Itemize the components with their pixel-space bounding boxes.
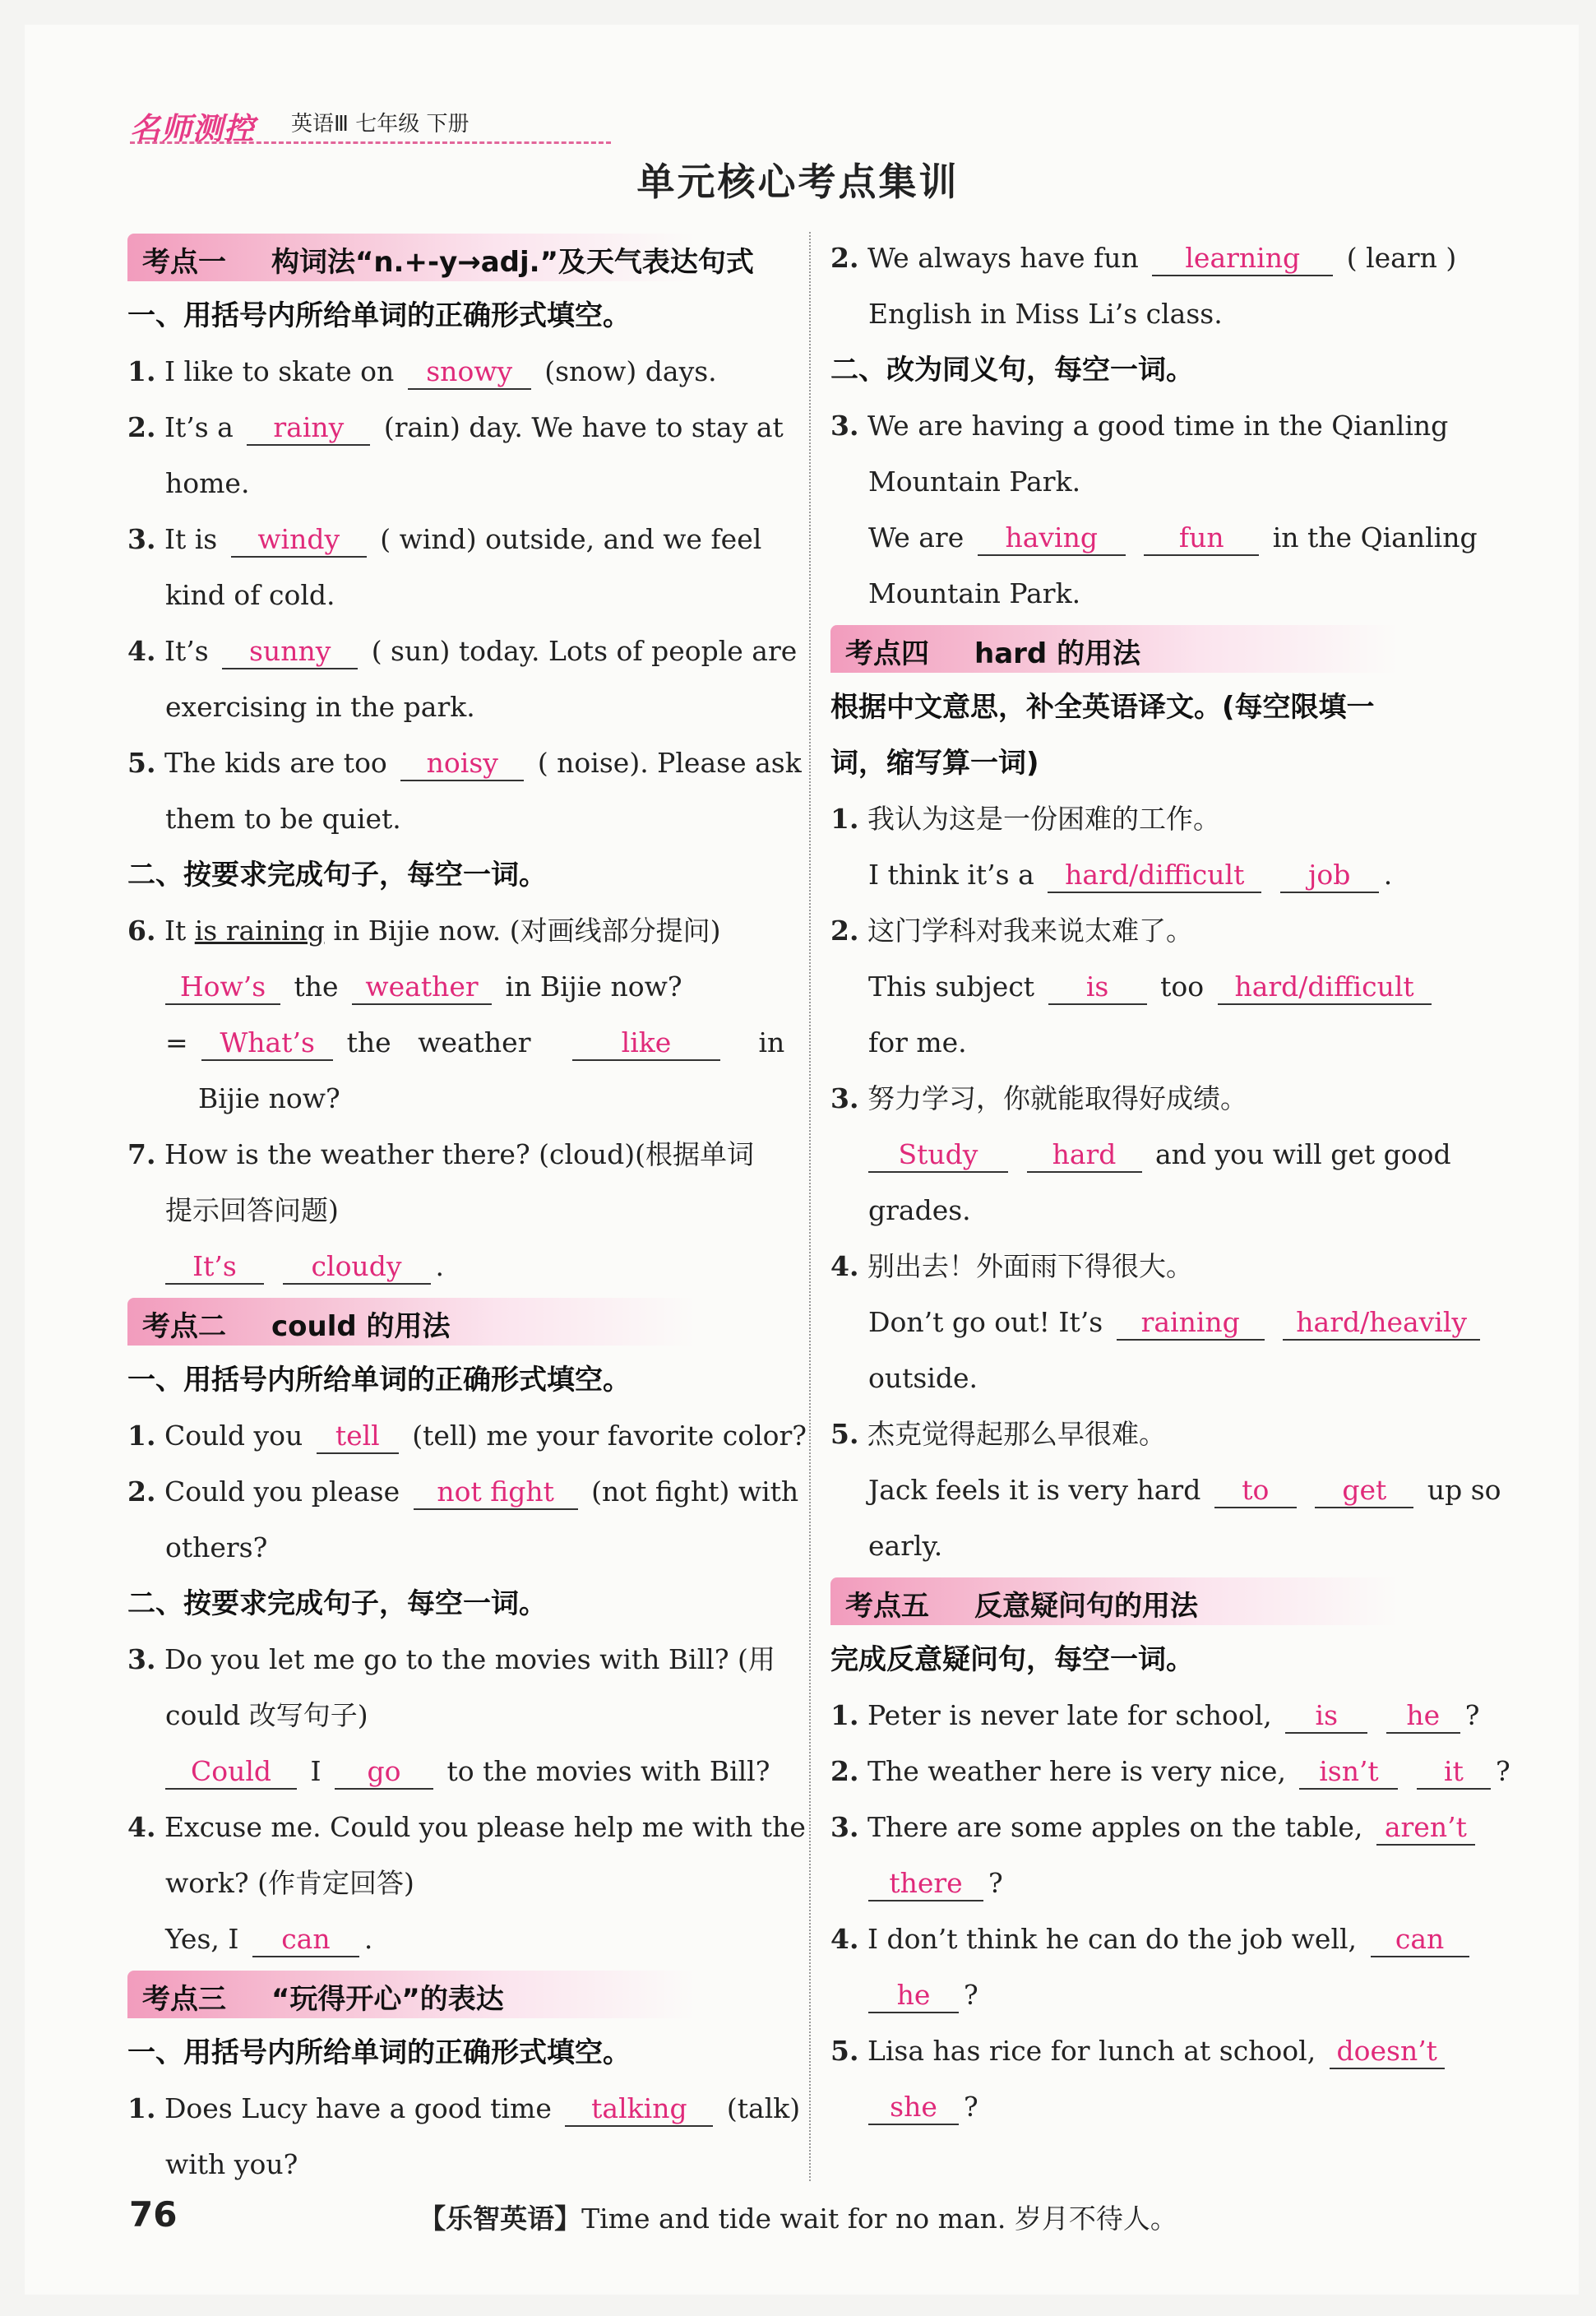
instruction: 根据中文意思，补全英语译文。(每空限填一 [830,691,1375,724]
q-text: It is [164,523,218,555]
question-k4-4 [830,1239,1488,1295]
answer-blank[interactable]: doesn’t [1330,2035,1445,2069]
footer-brand: 【乐智英语】 [419,2203,582,2235]
answer-line [127,1015,789,1071]
q-text-cn: 别出去！外面雨下得很大。 [867,1250,1193,1282]
q-num: 1. [127,2092,156,2124]
q-text: Don’t go out! It’s [868,1306,1103,1338]
answer-blank[interactable]: raining [1117,1306,1265,1341]
q-num: 5. [830,2035,859,2067]
q-num: 4. [830,1250,859,1282]
q-text-cont: early. [868,1530,943,1562]
q-text: ( wind) outside, and we feel [380,523,762,555]
equals-sign: = [165,1026,188,1058]
q-text: (not fight) with [591,1475,799,1508]
q-text: (snow) days. [544,355,717,387]
answer-blank[interactable]: How’s [165,970,280,1005]
q-num: 4. [127,635,156,667]
answer-blank[interactable]: talking [565,2092,713,2127]
q-text: Does Lucy have a good time [164,2092,552,2124]
answer-blank[interactable]: having [978,521,1126,556]
answer-blank[interactable]: windy [231,523,367,558]
answer-blank[interactable]: cloudy [283,1250,431,1285]
q-num: 1. [830,1699,859,1731]
q-text: ( noise). Please ask [537,747,802,779]
answer-blank[interactable]: What’s [201,1026,333,1061]
question-k5-3 [830,1800,1488,1855]
q-text: . [363,1923,373,1955]
answer-line [127,959,789,1015]
q-text-cont: outside. [868,1362,978,1394]
left-column [127,230,807,2193]
question-k3-3 [830,398,1488,454]
q-num: 1. [830,803,859,835]
answer-blank[interactable]: not fight [414,1475,578,1510]
instruction: 二、改为同义句，每空一词。 [830,354,1194,387]
q-num: 3. [830,410,859,442]
q-text: Peter is never late for school, [867,1699,1272,1731]
q-text: to the movies with Bill? [446,1755,770,1787]
section-label: 考点一 [142,246,226,279]
q-text: The weather here is very nice, [867,1755,1286,1787]
q-num: 2. [830,915,859,947]
answer-blank[interactable]: snowy [408,355,531,390]
section-label: 考点三 [142,1983,226,2016]
answer-blank[interactable]: is [1285,1699,1367,1734]
q-text: Could you [164,1420,303,1452]
q-text: It [164,915,187,947]
answer-blank[interactable]: noisy [400,747,524,781]
q-text: ( sun) today. Lots of people are [371,635,798,667]
page-number: 76 [129,2194,178,2235]
answer-blank[interactable]: like [572,1026,720,1061]
question-k1-7 [127,1127,789,1183]
question-k2-1 [127,1408,807,1464]
q-num: 1. [127,1420,156,1452]
q-text-cont: with you? [165,2148,298,2180]
q-text-cn: 杰克觉得起那么早很难。 [867,1418,1166,1450]
q-text: in Bijie now? [505,970,682,1003]
q-text-cont: English in Miss Li’s class. [868,298,1223,330]
answer-blank[interactable]: sunny [222,635,358,669]
answer-blank[interactable]: he [1386,1699,1460,1734]
q-num: 2. [127,1475,156,1508]
q-text: weather [418,1026,531,1058]
instruction: 一、用括号内所给单词的正确形式填空。 [127,299,631,332]
answer-blank[interactable]: he [868,1979,959,2013]
answer-blank[interactable]: there [868,1867,983,1901]
q-text: We always have fun [867,242,1139,274]
answer-blank[interactable]: fun [1144,521,1259,556]
answer-blank[interactable]: go [335,1755,433,1790]
q-text-cn: 努力学习，你就能取得好成绩。 [867,1082,1247,1114]
q-text: There are some apples on the table, [867,1811,1363,1843]
answer-line [830,1967,1488,2023]
question-k5-2 [830,1744,1510,1800]
q-num: 2. [830,1755,859,1787]
answer-blank[interactable]: to [1214,1474,1297,1508]
q-num: 2. [127,411,156,443]
answer-line [127,1911,789,1967]
section-header-k3 [127,1971,789,2018]
section-title: could 的用法 [271,1310,451,1343]
q-text: ? [964,2091,978,2123]
answer-line [830,1295,1488,1350]
q-text: I don’t think he can do the job well, [867,1923,1358,1955]
running-header [130,100,611,144]
q-text: It’s a [164,411,234,443]
answer-blank[interactable]: Study [868,1138,1008,1173]
q-num: 5. [127,747,156,779]
q-num: 6. [127,915,156,947]
answer-blank[interactable]: Could [165,1755,297,1790]
q-text: ? [1495,1755,1510,1787]
q-text: Yes, I [165,1923,239,1955]
section-header-k5 [830,1577,1488,1625]
q-text: I think it’s a [868,859,1034,891]
column-divider [809,232,811,2181]
series-logo: 名师测控 [130,111,255,146]
question-k4-1 [830,791,1488,847]
answer-blank[interactable]: hard/difficult [1218,970,1432,1005]
q-text-cont: exercising in the park. [165,691,475,723]
answer-blank[interactable]: weather [352,970,492,1005]
answer-line [127,1239,789,1295]
q-text: the [346,1026,391,1058]
q-text: I like to skate on [164,355,395,387]
q-text-cont: others? [165,1531,268,1563]
q-text: Do you let me go to the movies with Bill? (用 [164,1643,775,1675]
q-text: in [758,1026,785,1058]
answer-blank[interactable]: get [1315,1474,1413,1508]
answer-line [830,510,1488,566]
q-text: and you will get good [1155,1138,1451,1170]
q-text-cont: for me. [868,1026,967,1058]
q-text: The kids are too [164,747,387,779]
answer-blank[interactable]: isn’t [1299,1755,1398,1790]
section-header-k1 [127,234,789,281]
q-text: This subject [868,970,1035,1003]
question-k4-2 [830,903,1488,959]
answer-blank[interactable]: aren’t [1376,1811,1475,1846]
q-text: . [435,1250,444,1282]
instruction: 二、按要求完成句子，每空一词。 [127,859,547,892]
q-text: Lisa has rice for lunch at school, [867,2035,1316,2067]
q-num: 3. [830,1811,859,1843]
q-text: ? [964,1979,978,2011]
q-text-cn: 这门学科对我来说太难了。 [867,915,1193,947]
answer-blank[interactable]: she [868,2091,959,2125]
question-k1-2 [127,400,789,456]
q-text-cont: 提示回答问题) [165,1194,339,1226]
q-num: 2. [830,242,859,274]
answer-blank[interactable]: rainy [247,411,370,446]
q-text: (tell) me your favorite color? [412,1420,807,1452]
q-text-cont: them to be quiet. [165,803,401,835]
answer-blank[interactable]: hard/heavily [1283,1306,1480,1341]
q-text: I [310,1755,322,1787]
answer-blank[interactable]: hard [1027,1138,1142,1173]
q-text: too [1160,970,1205,1003]
q-text-cont: Bijie now? [198,1082,340,1114]
answer-blank[interactable]: job [1280,859,1379,893]
book-subtitle: 英语Ⅲ 七年级 下册 [291,112,470,137]
q-text: the [294,970,339,1003]
right-column [830,230,1510,2135]
q-text: (rain) day. We have to stay at [383,411,784,443]
question-k1-1 [127,344,789,400]
question-k3-2 [830,230,1488,286]
q-text: It’s [164,635,209,667]
q-text-cont: work? (作肯定回答) [165,1867,414,1899]
q-text: in Bijie now. (对画线部分提问) [333,915,721,947]
question-k3-1 [127,2081,801,2137]
q-text: We are having a good time in the Qianling [867,410,1449,442]
section-title: 构词法“n.+-y→adj.”及天气表达句式 [271,246,754,279]
q-text-cont: home. [165,467,250,499]
q-num: 7. [127,1138,156,1170]
instruction: 一、用括号内所给单词的正确形式填空。 [127,2036,631,2069]
answer-blank[interactable]: can [1371,1923,1469,1957]
answer-line [830,847,1488,903]
q-text: in the Qianling [1272,521,1478,554]
q-text: (talk) [726,2092,801,2124]
q-num: 4. [830,1923,859,1955]
question-k5-1 [830,1688,1488,1744]
q-text: . [1383,859,1393,891]
page-title: 单元核心考点集训 [636,160,960,204]
q-text: ? [1464,1699,1480,1731]
footer-text: Time and tide wait for no man. 岁月不待人。 [581,2203,1177,2235]
q-text-cont: Mountain Park. [868,466,1081,498]
answer-blank[interactable]: learning [1152,242,1333,276]
question-k4-5 [830,1406,1488,1462]
q-text: ? [988,1867,1003,1899]
q-num: 1. [127,355,156,387]
q-text-cont: kind of cold. [165,579,335,611]
q-text: ( learn ) [1346,242,1457,274]
q-text-cont: could 改写句子) [165,1699,368,1731]
instruction: 一、用括号内所给单词的正确形式填空。 [127,1364,631,1397]
answer-blank[interactable]: tell [317,1420,399,1454]
q-text: Excuse me. Could you please help me with the [164,1811,806,1843]
section-title: 反意疑问句的用法 [974,1590,1198,1623]
answer-line [830,1855,1488,1911]
section-label: 考点二 [142,1310,226,1343]
answer-blank[interactable]: can [252,1923,359,1957]
q-num: 5. [830,1418,859,1450]
q-num: 3. [127,1643,156,1675]
footer-quote [0,2198,1596,2236]
q-text-cont: grades. [868,1194,971,1226]
answer-line [830,1127,1488,1183]
q-text: Jack feels it is very hard [868,1474,1201,1506]
question-k2-4 [127,1800,806,1855]
question-k5-4 [830,1911,1488,1967]
section-title: “玩得开心”的表达 [271,1983,504,2016]
question-k1-4 [127,623,798,679]
instruction: 完成反意疑问句，每空一词。 [830,1643,1194,1676]
question-k1-6 [127,903,789,959]
q-text: up so [1427,1474,1501,1506]
question-k5-5 [830,2023,1488,2079]
answer-blank[interactable]: It’s [165,1250,264,1285]
answer-line [830,959,1488,1015]
answer-line [830,1462,1501,1518]
section-label: 考点五 [845,1590,929,1623]
section-title: hard 的用法 [974,637,1141,670]
q-num: 4. [127,1811,156,1843]
answer-line [127,1744,789,1800]
section-header-k4 [830,625,1488,673]
q-text: Could you please [164,1475,400,1508]
q-text: We are [868,521,965,554]
answer-line [830,2079,1488,2135]
instruction: 二、按要求完成句子，每空一词。 [127,1587,547,1620]
question-k2-3 [127,1632,789,1688]
q-text-cn: 我认为这是一份困难的工作。 [867,803,1220,835]
underlined-text: is raining [194,915,325,947]
answer-blank[interactable]: it [1417,1755,1491,1790]
question-k4-3 [830,1071,1488,1127]
q-text-cont: Mountain Park. [868,577,1081,609]
answer-blank[interactable]: is [1048,970,1147,1005]
section-header-k2 [127,1298,789,1346]
question-k1-5 [127,735,802,791]
q-text: How is the weather there? (cloud)(根据单词 [164,1138,755,1170]
question-k2-2 [127,1464,799,1520]
q-num: 3. [830,1082,859,1114]
answer-blank[interactable]: hard/difficult [1048,859,1261,893]
section-label: 考点四 [845,637,929,670]
q-num: 3. [127,523,156,555]
instruction: 词，缩写算一词) [830,747,1039,780]
question-k1-3 [127,512,789,567]
